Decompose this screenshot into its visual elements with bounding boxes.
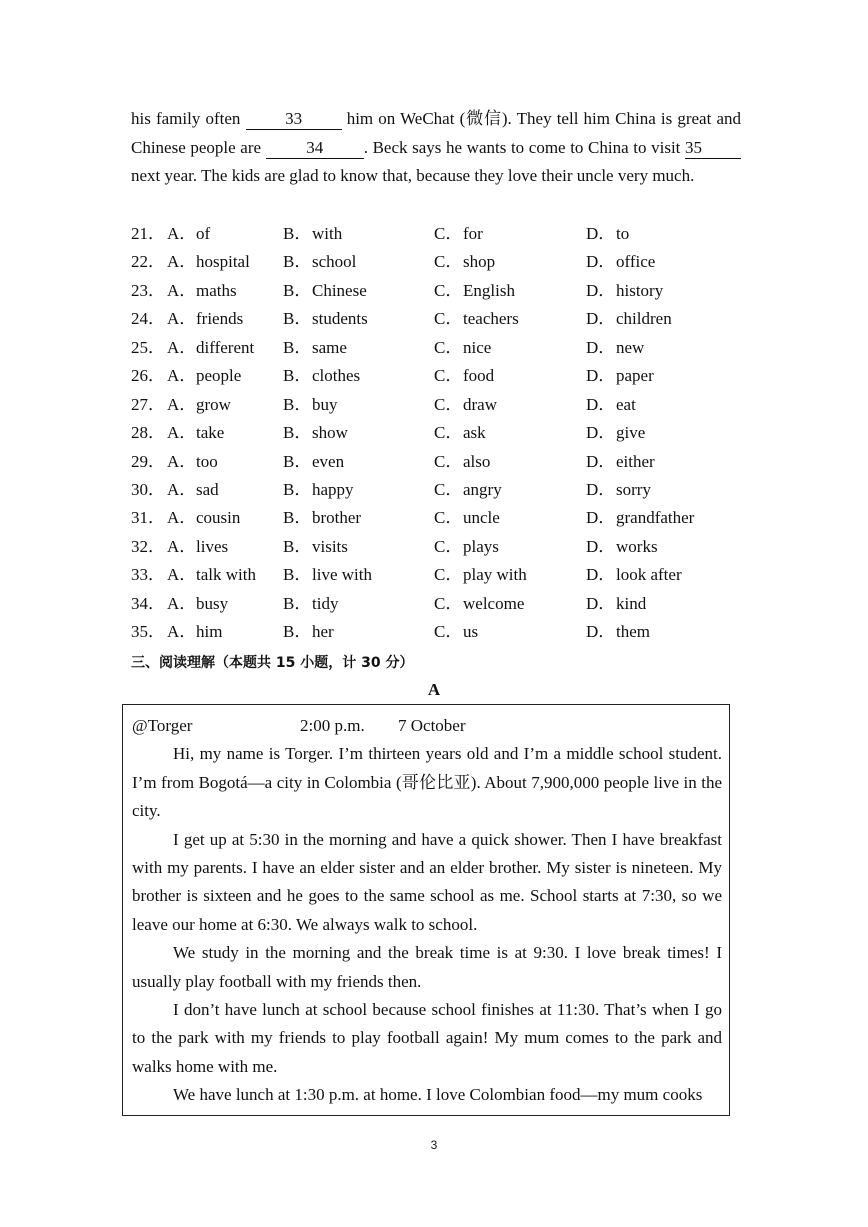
option-text: nice [463, 337, 492, 357]
option-letter: D． [586, 451, 616, 471]
option-letter: D． [586, 224, 616, 243]
option-text: draw [463, 394, 497, 414]
question-option-row [131, 476, 751, 504]
option-letter: B． [283, 366, 312, 386]
option-text: hospital [196, 252, 250, 272]
option-text: show [312, 423, 348, 443]
option-letter: D． [586, 280, 616, 300]
intro-text-2: him on WeChat (微信). They tell him China is great and Chinese people are [131, 109, 741, 157]
option-text: of [196, 224, 211, 243]
question-number: 30． [131, 479, 165, 499]
section-heading: 三、阅读理解（本题共 15 小题，计 30 分） [131, 655, 414, 671]
option-letter: A． [167, 593, 197, 613]
option-letter: C． [434, 309, 463, 329]
question-option-row [131, 419, 751, 447]
post-date: 7 October [398, 716, 466, 735]
option-letter: B． [283, 536, 312, 556]
post-time: 2:00 p.m. [300, 716, 365, 735]
question-number: 21． [131, 224, 165, 243]
post-handle: @Torger [132, 716, 193, 735]
option-text: angry [463, 479, 502, 499]
option-text: eat [616, 394, 636, 414]
option-letter: C． [434, 593, 463, 613]
option-text: shop [463, 252, 496, 272]
question-number: 23． [131, 280, 165, 300]
option-text: talk with [196, 565, 256, 585]
option-letter: A． [167, 508, 197, 528]
option-letter: B． [283, 252, 312, 272]
option-text: happy [312, 479, 354, 499]
option-text: her [312, 622, 334, 642]
option-letter: A． [167, 451, 197, 471]
option-letter: C． [434, 423, 463, 443]
question-option-row [131, 334, 751, 362]
question-option-row [131, 391, 751, 419]
option-letter: C． [434, 536, 463, 556]
post-header [132, 712, 722, 740]
blank-33: 33 [246, 109, 342, 130]
question-option-row [131, 504, 751, 532]
option-text: new [616, 337, 645, 357]
option-letter: D． [586, 309, 616, 329]
option-letter: D． [586, 252, 616, 272]
intro-text-1: his family often [131, 109, 241, 128]
option-letter: B． [283, 280, 312, 300]
option-letter: A． [167, 423, 197, 443]
intro-text-3: . Beck says he wants to come to China to visit [363, 137, 681, 157]
passage-label: A [427, 680, 441, 699]
option-letter: D． [586, 479, 616, 499]
option-text: grow [196, 394, 231, 414]
option-letter: A． [167, 337, 197, 357]
option-text: office [616, 252, 656, 272]
option-letter: C． [434, 508, 463, 528]
option-letter: D． [586, 622, 616, 642]
option-letter: A． [167, 536, 197, 556]
option-text: ask [463, 423, 486, 443]
option-text: with [312, 224, 343, 243]
option-letter: D． [586, 394, 616, 414]
option-text: food [463, 366, 495, 386]
option-letter: C． [434, 394, 463, 414]
option-text: lives [196, 536, 229, 556]
option-letter: B． [283, 479, 312, 499]
passage-paragraph: I don’t have lunch at school because school finishes at 11:30. That’s when I go to the park with my friends to play football again! My mum comes to the park and walks home with me. [132, 1000, 722, 1076]
option-text: school [312, 252, 357, 272]
option-letter: B． [283, 224, 312, 243]
question-number: 32． [131, 536, 165, 556]
option-letter: C． [434, 451, 463, 471]
option-text: maths [196, 280, 237, 300]
option-text: works [616, 536, 658, 556]
option-letter: C． [434, 252, 463, 272]
option-text: same [312, 337, 347, 357]
option-letter: B． [283, 337, 312, 357]
option-text: uncle [463, 508, 500, 528]
option-text: also [463, 451, 491, 471]
option-letter: B． [283, 622, 312, 642]
option-letter: B． [283, 451, 312, 471]
option-text: give [616, 423, 646, 443]
option-text: grandfather [616, 508, 695, 528]
passage-paragraph: We have lunch at 1:30 p.m. at home. I love Colombian food—my mum cooks [173, 1085, 703, 1105]
option-letter: B． [283, 423, 312, 443]
option-text: sad [196, 479, 219, 499]
option-text: busy [196, 593, 229, 613]
option-text: cousin [196, 508, 241, 528]
answer-options-list [131, 220, 751, 647]
cloze-passage-ending [131, 105, 741, 191]
option-text: us [463, 622, 479, 642]
option-letter: B． [283, 508, 312, 528]
option-text: welcome [463, 593, 525, 613]
passage-paragraph: We study in the morning and the break time is at 9:30. I love break times! I usually play football with my friends then. [132, 943, 722, 991]
option-text: for [463, 224, 483, 243]
question-option-row [131, 277, 751, 305]
reading-passage-box [122, 704, 730, 1116]
question-number: 27． [131, 394, 165, 414]
question-option-row [131, 618, 751, 646]
option-text: tidy [312, 593, 339, 613]
option-text: different [196, 337, 255, 357]
option-letter: A． [167, 479, 197, 499]
option-text: teachers [463, 309, 519, 329]
question-number: 22． [131, 252, 165, 272]
option-letter: B． [283, 309, 312, 329]
blank-34: 34 [266, 138, 364, 159]
option-text: them [616, 622, 650, 642]
question-option-row [131, 305, 751, 333]
option-text: people [196, 366, 242, 386]
option-text: buy [312, 394, 338, 414]
option-letter: C． [434, 337, 463, 357]
option-text: take [196, 423, 225, 443]
option-letter: A． [167, 309, 197, 329]
option-text: live with [312, 565, 372, 585]
question-option-row [131, 362, 751, 390]
question-option-row [131, 561, 751, 589]
option-text: plays [463, 536, 499, 556]
question-option-row [131, 248, 751, 276]
option-text: clothes [312, 366, 361, 386]
question-number: 34． [131, 593, 165, 613]
question-number: 25． [131, 337, 165, 357]
option-text: history [616, 280, 664, 300]
option-letter: D． [586, 508, 616, 528]
option-text: kind [616, 593, 647, 613]
option-text: too [196, 451, 218, 471]
option-letter: A． [167, 252, 197, 272]
option-letter: D． [586, 536, 616, 556]
passage-paragraph: I get up at 5:30 in the morning and have a quick shower. Then I have breakfast with my parents. I have an elder sister and an elder brother. My sister is nineteen. My brother is sixteen and he goes to the same school as me. School starts at 7:30, so we leave our home at 6:30. We always walk to school. [132, 829, 722, 934]
question-number: 33． [131, 565, 165, 585]
option-letter: C． [434, 224, 463, 243]
option-letter: A． [167, 280, 197, 300]
option-letter: A． [167, 622, 197, 642]
question-option-row [131, 533, 751, 561]
question-option-row [131, 220, 751, 248]
option-text: students [312, 309, 368, 329]
option-letter: C． [434, 280, 463, 300]
option-letter: C． [434, 366, 463, 386]
option-text: to [616, 224, 630, 243]
option-letter: C． [434, 622, 463, 642]
question-number: 31． [131, 508, 165, 528]
option-letter: C． [434, 479, 463, 499]
option-text: look after [616, 565, 682, 585]
option-text: sorry [616, 479, 651, 499]
option-text: English [463, 280, 515, 300]
passage-paragraph: Hi, my name is Torger. I’m thirteen years old and I’m a middle school student. I’m from Bogotá—a city in Colombia (哥伦比亚). About 7,900,000 people live in the city. [132, 744, 722, 821]
question-number: 35． [131, 622, 165, 642]
option-letter: D． [586, 366, 616, 386]
option-letter: B． [283, 593, 312, 613]
option-letter: D． [586, 423, 616, 443]
option-text: friends [196, 309, 244, 329]
option-letter: C． [434, 565, 463, 585]
page-number: 3 [430, 1138, 438, 1152]
option-letter: B． [283, 394, 312, 414]
option-text: visits [312, 536, 348, 556]
option-text: him [196, 622, 223, 642]
option-letter: A． [167, 366, 197, 386]
question-number: 28． [131, 423, 165, 443]
option-text: paper [616, 366, 654, 386]
option-letter: D． [586, 337, 616, 357]
option-text: children [616, 309, 672, 329]
option-letter: A． [167, 565, 197, 585]
question-number: 26． [131, 366, 165, 386]
option-text: Chinese [312, 280, 367, 300]
option-letter: A． [167, 224, 197, 243]
option-text: play with [463, 565, 527, 585]
option-letter: D． [586, 565, 616, 585]
question-number: 29． [131, 451, 165, 471]
option-text: either [616, 451, 655, 471]
option-text: brother [312, 508, 362, 528]
question-option-row [131, 448, 751, 476]
option-letter: B． [283, 565, 312, 585]
blank-35: 35 [685, 138, 741, 159]
question-number: 24． [131, 309, 165, 329]
option-letter: D． [586, 593, 616, 613]
question-option-row [131, 590, 751, 618]
option-letter: A． [167, 394, 197, 414]
intro-text-4: next year. The kids are glad to know that, because they love their uncle very much. [131, 166, 695, 185]
option-text: even [312, 451, 345, 471]
